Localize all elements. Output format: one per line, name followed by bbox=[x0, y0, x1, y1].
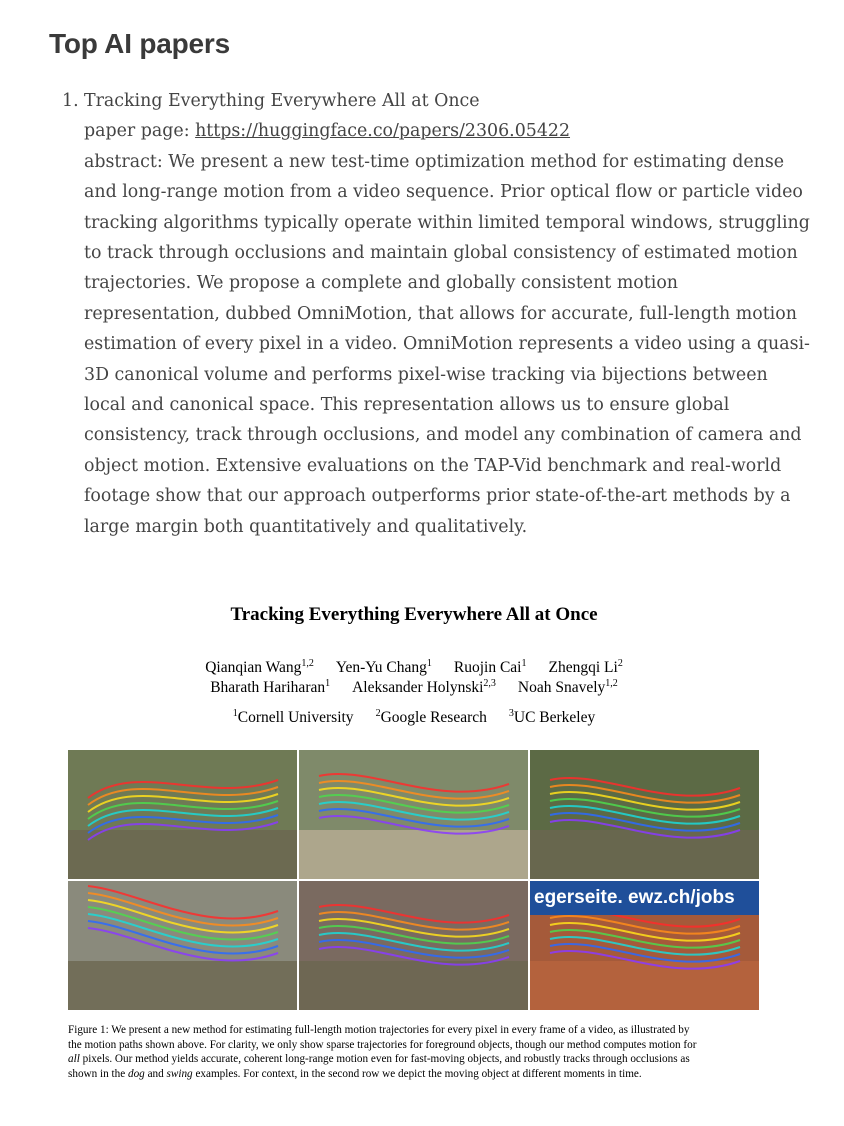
affiliation: $^2$Google Research bbox=[375, 708, 487, 727]
page-heading: Top AI papers bbox=[49, 28, 230, 59]
figure-caption bbox=[68, 1023, 762, 1081]
abstract-line: object motion. Extensive evaluations on the TAP-Vid benchmark and real-world bbox=[84, 455, 782, 476]
dog-tile bbox=[530, 750, 759, 879]
tile-banner-text: egerseite. ewz.ch/jobs bbox=[530, 881, 759, 915]
swing-tile bbox=[68, 881, 297, 1010]
author-name: Bharath Hariharan$^1$ bbox=[210, 678, 331, 697]
abstract-line: and long-range motion from a video sequence. Prior optical flow or particle video bbox=[84, 182, 803, 203]
author-name: Qianqian Wang$^{1,2}$ bbox=[205, 658, 314, 677]
abstract-line: abstract: We present a new test-time optimization method for estimating dense bbox=[84, 151, 785, 172]
paper-title: Tracking Everything Everywhere All at Once bbox=[84, 91, 480, 111]
abstract-line: large margin both quantitatively and qualitatively. bbox=[84, 516, 528, 537]
figure-authors-row-1 bbox=[66, 658, 762, 677]
skater-tile bbox=[299, 881, 528, 1010]
caption-line: shown in the dog and swing examples. For context, in the second row we depict the moving object at different moments in time. bbox=[68, 1067, 642, 1080]
list-item-number: 1. bbox=[62, 91, 79, 111]
abstract-line: consistency, track through occlusions, and model any combination of camera and bbox=[84, 425, 802, 446]
abstract-line: footage show that our approach outperforms prior state-of-the-art methods by a bbox=[84, 486, 791, 507]
paper-figure bbox=[66, 596, 778, 1096]
abstract-line: to track through occlusions and maintain global consistency of estimated motion bbox=[84, 243, 798, 264]
abstract-line: representation, dubbed OmniMotion, that allows for accurate, full-length motion bbox=[84, 303, 797, 324]
author-name: Aleksander Holynski$^{2,3}$ bbox=[352, 678, 496, 697]
author-name: Zhengqi Li$^2$ bbox=[548, 658, 623, 677]
caption-line: the motion paths shown above. For clarity, we only show sparse trajectories for foreground objects, though our method computes motion for bbox=[68, 1038, 697, 1051]
paper-page-line bbox=[84, 116, 784, 146]
author-name: Ruojin Cai$^1$ bbox=[453, 658, 527, 677]
abstract-line: estimation of every pixel in a video. OmniMotion represents a video using a quasi- bbox=[84, 334, 810, 355]
abstract-line: trajectories. We propose a complete and globally consistent motion bbox=[84, 273, 678, 294]
paper-page-link[interactable]: https://huggingface.co/papers/2306.05422 bbox=[195, 121, 571, 142]
figure-authors-row-2 bbox=[66, 678, 762, 697]
affiliation: $^3$UC Berkeley bbox=[508, 708, 596, 727]
affiliation: $^1$Cornell University bbox=[232, 708, 354, 727]
paper-abstract bbox=[84, 147, 810, 542]
caption-line: all pixels. Our method yields accurate, coherent long-range motion even for fast-moving objects, and robustly tracks through occlusions as bbox=[68, 1053, 690, 1065]
list-item bbox=[84, 86, 810, 542]
figure-image-grid bbox=[68, 750, 760, 1010]
author-name: Yen-Yu Chang$^1$ bbox=[335, 658, 432, 677]
abstract-line: local and canonical space. This representation allows us to ensure global bbox=[84, 395, 730, 416]
figure-affiliations bbox=[66, 708, 762, 727]
figure-title: Tracking Everything Everywhere All at Once bbox=[230, 604, 598, 625]
tennis-tile bbox=[530, 881, 759, 1010]
horse-jump-tile bbox=[299, 750, 528, 879]
paper-page-label: paper page: bbox=[84, 121, 196, 142]
train-tile bbox=[68, 750, 297, 879]
caption-line: Figure 1: We present a new method for estimating full-length motion trajectories for every pixel in every frame of a video, as illustrated by bbox=[68, 1024, 690, 1036]
author-name: Noah Snavely$^{1,2}$ bbox=[517, 678, 618, 697]
abstract-line: tracking algorithms typically operate within limited temporal windows, struggling bbox=[84, 212, 810, 233]
abstract-line: 3D canonical volume and performs pixel-wise tracking via bijections between bbox=[84, 364, 768, 385]
